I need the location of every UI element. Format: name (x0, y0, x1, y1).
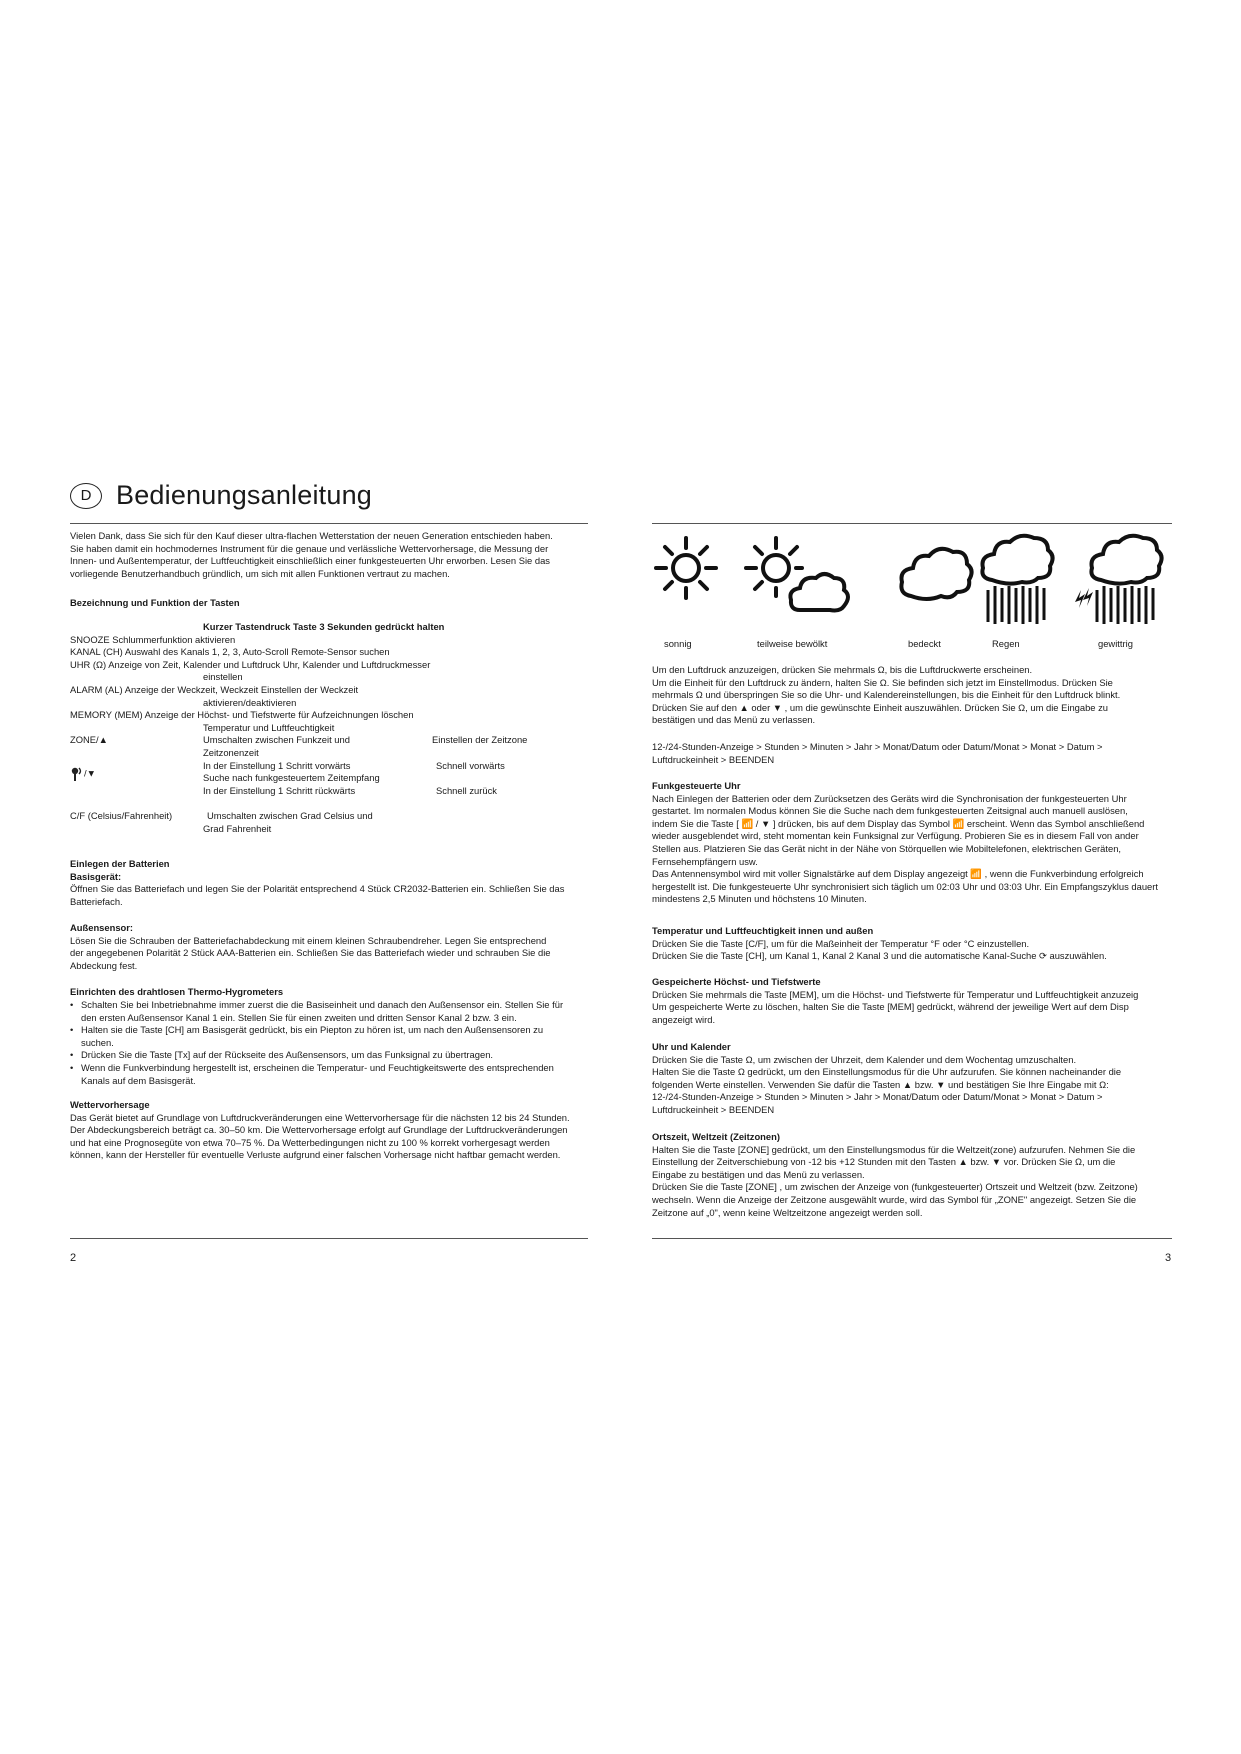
radio-key-label: /▼ (70, 766, 96, 782)
sensor-heading: Außensensor: (70, 922, 134, 933)
page-number-right: 3 (1165, 1252, 1172, 1264)
key-line: MEMORY (MEM) Anzeige der Höchst- und Tiefstwerte für Aufzeichnungen löschen (70, 709, 414, 721)
top-rule (70, 523, 588, 524)
top-rule (652, 523, 1172, 524)
key-line: einstellen (203, 671, 243, 683)
baro-line: Um die Einheit für den Luftdruck zu ändern, halten Sie Ω. Sie befinden sich jetzt im Einstellmodus. Drücken Sie (652, 676, 1113, 688)
weather-icons (652, 530, 1172, 630)
page-title: Bedienungsanleitung (116, 480, 373, 510)
clock-line: folgenden Werte einstellen. Verwenden Sie dafür die Tasten ▲ bzw. ▼ und bestätigen Sie Ihre Eingabe mit Ω: (652, 1078, 1109, 1090)
keys-heading: Bezeichnung und Funktion der Tasten (70, 597, 240, 608)
weather-label: teilweise bewölkt (757, 638, 828, 649)
sensor-line: Abdeckung fest. (70, 959, 138, 971)
battery-subheading: Basisgerät: (70, 870, 122, 882)
temperature-heading: Temperatur und Luftfeuchtigkeit innen und außen (652, 925, 874, 936)
sensor-line: der angegebenen Polarität 2 Stück AAA-Batterien ein. Schließen Sie das Batteriefach wieder und schrauben Sie die (70, 947, 551, 959)
battery-line: Öffnen Sie das Batteriefach und legen Sie der Polarität entsprechend 4 Stück CR2032-Batterien ein. Schließen Sie das (70, 883, 565, 895)
temperature-line: Drücken Sie die Taste [C/F], um für die Maßeinheit der Temperatur °F oder °C einzustellen. (652, 937, 1030, 949)
radio-clock-line: hergestellt ist. Die funkgesteuerte Uhr synchronisiert sich täglich um 02:03 Uhr und 03:03 Uhr. Ein Empfangszyklus dauert (652, 880, 1158, 892)
forecast-heading: Wettervorhersage (70, 1099, 150, 1110)
battery-heading: Einlegen der Batterien (70, 858, 170, 869)
timezone-line: Drücken Sie die Taste [ZONE] , um zwischen der Anzeige von (funkgesteuerter) Ortszeit und Weltzeit (bzw. Zeitzone) (652, 1181, 1138, 1193)
baro-section (652, 664, 1120, 727)
clock-line: Drücken Sie die Taste Ω, um zwischen der Uhrzeit, dem Kalender und dem Wochentag umzuschalten. (652, 1053, 1077, 1065)
clock-heading: Uhr und Kalender (652, 1041, 731, 1052)
bottom-rule (652, 1238, 1172, 1239)
thunderstorm-icon (1067, 530, 1167, 630)
memory-section (652, 976, 1138, 1026)
sequence-section (652, 741, 1103, 766)
step-back-long: Schnell zurück (436, 784, 497, 796)
key-line: ALARM (AL) Anzeige der Weckzeit, Weckzeit Einstellen der Weckzeit (70, 683, 359, 695)
page-number-left: 2 (70, 1252, 77, 1264)
timezone-line: Eingabe zu bestätigen und das Menü zu verlassen. (652, 1168, 865, 1180)
cloudy-icon (897, 530, 977, 610)
weather-label: bedeckt (908, 638, 941, 649)
setup-heading: Einrichten des drahtlosen Thermo-Hygrometers (70, 986, 284, 997)
title-row (70, 480, 372, 511)
timezone-line: wechseln. Wenn die Anzeige der Zeitzone ausgewählt wurde, wird das Symbol für „ZONE" angezeigt. Setzen Sie die (652, 1193, 1137, 1205)
weather-label: sonnig (664, 638, 692, 649)
forecast-line: und hat eine Prognosegüte von etwa 70–75 %. Da Wetterbedingungen nicht zu 100 % korrekt vorhergesagt werden (70, 1136, 550, 1148)
forecast-section (70, 1099, 570, 1162)
radio-clock-line: gestartet. Im normalen Modus können Sie die Suche nach dem funkgesteuerten Zeitsignal auch manuell auslösen, (652, 805, 1128, 817)
temperature-section (652, 925, 1107, 963)
language-badge: D (70, 483, 102, 509)
zone-long: Einstellen der Zeitzone (432, 734, 528, 746)
sequence-line: Luftdruckeinheit > BEENDEN (652, 753, 775, 765)
zone-key-label: ZONE/▲ (70, 734, 108, 746)
radio-clock-line: Fernsehempfängern usw. (652, 855, 758, 867)
baro-line: mehrmals Ω und überspringen Sie so die Uhr- und Kalendereinstellungen, bis die Einheit für den Luftdruck blinkt. (652, 689, 1121, 701)
timezone-heading: Ortszeit, Weltzeit (Zeitzonen) (652, 1131, 780, 1142)
rain-icon (978, 530, 1058, 630)
timezone-section (652, 1131, 1138, 1219)
bullet-item-cont: Kanals auf dem Basisgerät. (81, 1074, 196, 1086)
battery-line: Batteriefach. (70, 895, 123, 907)
radio-clock-line: mindestens 2,5 Minuten und höchstens 10 Minuten. (652, 893, 867, 905)
weather-label: gewittrig (1098, 638, 1133, 649)
keys-table (70, 621, 590, 835)
forecast-line: Das Gerät bietet auf Grundlage von Luftdruckveränderungen eine Wettervorhersage für die nächsten 12 bis 24 Stunden. (70, 1111, 570, 1123)
intro-paragraph (70, 530, 553, 580)
radio-clock-line: wieder ausgeblendet wird, steht momentan kein Funksignal zur Verfügung. Probieren Sie es in diesem Fall von ander (652, 830, 1139, 842)
intro-line: Sie haben damit ein hochmodernes Instrument für die genaue und verlässliche Wettervorhersage, die Messung der (70, 542, 549, 554)
key-line: UHR (Ω) Anzeige von Zeit, Kalender und Luftdruck Uhr, Kalender und Luftdruckmesser (70, 658, 431, 670)
sensor-line: Lösen Sie die Schrauben der Batteriefachabdeckung mit einem kleinen Schraubendreher. Legen Sie entsprechend (70, 934, 547, 946)
radio-clock-heading: Funkgesteuerte Uhr (652, 780, 741, 791)
bullet-item-cont: suchen. (81, 1036, 114, 1048)
bottom-rule (70, 1238, 588, 1239)
radio-clock-line: indem Sie die Taste [ 📶 / ▼ ] drücken, bis auf dem Display das Symbol 📶 erscheint. Wenn das Symbol anschließend (652, 817, 1145, 829)
bullet-item: • Wenn die Funkverbindung hergestellt ist, erscheinen die Temperatur- und Feuchtigkeitswerte des entsprechenden (70, 1061, 554, 1073)
memory-heading: Gespeicherte Höchst- und Tiefstwerte (652, 976, 821, 987)
bullet-item: • Schalten Sie bei Inbetriebnahme immer zuerst die die Basiseinheit und danach den Außensensor ein. Stellen Sie für (70, 999, 564, 1010)
sequence-line: 12-/24-Stunden-Anzeige > Stunden > Minuten > Jahr > Monat/Datum oder Datum/Monat > Monat > Datum > (652, 741, 1103, 752)
cf-key-label: C/F (Celsius/Fahrenheit) (70, 809, 173, 821)
forecast-line: Der Abdeckungsbereich beträgt ca. 30–50 km. Die Wettervorhersage erfolgt auf Grundlage der Luftdruckveränderungen (70, 1124, 568, 1136)
memory-line: angezeigt wird. (652, 1013, 716, 1025)
memory-line: Drücken Sie mehrmals die Taste [MEM], um die Höchst- und Tiefstwerte für Temperatur und Luftfeuchtigkeit anzuzeig (652, 988, 1139, 1000)
key-line: SNOOZE Schlummerfunktion aktivieren (70, 633, 236, 645)
setup-bullets (70, 999, 563, 1087)
sunny-icon (654, 530, 724, 610)
bullet-item: • Halten sie die Taste [CH] am Basisgerät gedrückt, bis ein Piepton zu hören ist, um nach den Außensensoren zu (70, 1024, 544, 1036)
cf-short: Umschalten zwischen Grad Celsius und (207, 809, 373, 821)
antenna-icon (70, 766, 84, 782)
key-line: aktivieren/deaktivieren (203, 696, 297, 708)
radio-search: Suche nach funkgesteuertem Zeitempfang (203, 772, 380, 784)
baro-line: Um den Luftdruck anzuzeigen, drücken Sie mehrmals Ω, bis die Luftdruckwerte erscheinen. (652, 664, 1033, 675)
keys-column-header: Kurzer Tastendruck Taste 3 Sekunden gedrückt halten (203, 621, 445, 632)
cf-short: Grad Fahrenheit (203, 822, 272, 834)
intro-line: Vielen Dank, dass Sie sich für den Kauf dieser ultra-flachen Wetterstation der neuen Generation entschieden haben. (70, 530, 553, 541)
radio-clock-line: Nach Einlegen der Batterien oder dem Zurücksetzen des Geräts wird die Synchronisation der funkgesteuerten Uhr (652, 792, 1127, 804)
bullet-item-cont: den ersten Außensensor Kanal 1 ein. Stellen Sie für einen zweiten und dritten Sensor Kanal 2 bzw. 3 ein. (81, 1011, 517, 1023)
timezone-line: Halten Sie die Taste [ZONE] gedrückt, um den Einstellungsmodus für die Weltzeit(zone) aufzurufen. Nehmen Sie die (652, 1143, 1136, 1155)
clock-line: Luftdruckeinheit > BEENDEN (652, 1103, 775, 1115)
key-line: KANAL (CH) Auswahl des Kanals 1, 2, 3, Auto-Scroll Remote-Sensor suchen (70, 646, 390, 658)
weather-label: Regen (992, 638, 1020, 649)
partly-cloudy-icon (744, 530, 854, 620)
clock-line: Halten Sie die Taste Ω gedrückt, um den Einstellungsmodus für die Uhr aufzurufen. Sie können nacheinander die (652, 1066, 1122, 1078)
intro-line: Innen- und Außentemperatur, der Luftfeuchtigkeit einschließlich einer funkgesteuerten Uhr erworben. Lesen Sie das (70, 555, 550, 567)
zone-short: Zeitzonenzeit (203, 746, 259, 758)
battery-section (70, 858, 564, 908)
temperature-line: Drücken Sie die Taste [CH], um Kanal 1, Kanal 2 Kanal 3 und die automatische Kanal-Suche ⟳ auszuwählen. (652, 950, 1107, 962)
step-forward-long: Schnell vorwärts (436, 759, 505, 771)
step-forward: In der Einstellung 1 Schritt vorwärts (203, 759, 351, 771)
baro-line: Drücken Sie auf den ▲ oder ▼ , um die gewünschte Einheit auszuwählen. Drücken Sie Ω, um die Eingabe zu (652, 701, 1109, 713)
zone-short: Umschalten zwischen Funkzeit und (203, 734, 350, 746)
clock-line: 12-/24-Stunden-Anzeige > Stunden > Minuten > Jahr > Monat/Datum oder Datum/Monat > Monat > Datum > (652, 1091, 1103, 1103)
timezone-line: Zeitzone auf „0", wenn keine Weltzeitzone angezeigt werden soll. (652, 1206, 923, 1218)
key-line: Temperatur und Luftfeuchtigkeit (203, 721, 335, 733)
step-back: In der Einstellung 1 Schritt rückwärts (203, 784, 356, 796)
radio-clock-section (652, 780, 1158, 906)
baro-line: bestätigen und das Menü zu verlassen. (652, 714, 816, 726)
radio-clock-line: Stellen aus. Platzieren Sie das Gerät nicht in der Nähe von Störquellen wie Mobiltelefonen, elektrischen Geräten, (652, 842, 1122, 854)
timezone-line: Einstellung der Zeitverschiebung von -12 bis +12 Stunden mit den Tasten ▲ bzw. ▼ vor. Drücken Sie Ω, um die (652, 1156, 1116, 1168)
bullet-item: • Drücken Sie die Taste [Tx] auf der Rückseite des Außensensors, um das Funksignal zu übertragen. (70, 1049, 494, 1061)
memory-line: Um gespeicherte Werte zu löschen, halten Sie die Taste [MEM] gedrückt, während der jeweilige Wert auf dem Disp (652, 1001, 1129, 1013)
clock-section (652, 1041, 1121, 1117)
radio-clock-line: Das Antennensymbol wird mit voller Signalstärke auf dem Display angezeigt 📶 , wenn die Funkverbindung erfolgreich (652, 868, 1144, 880)
forecast-line: können, kann der Hersteller für eventuelle Verluste aufgrund einer falschen Vorhersage nicht haftbar gemacht werden. (70, 1149, 561, 1161)
sensor-section (70, 922, 551, 972)
intro-line: vorliegende Benutzerhandbuch gründlich, um sich mit allen Funktionen vertraut zu machen. (70, 567, 450, 579)
